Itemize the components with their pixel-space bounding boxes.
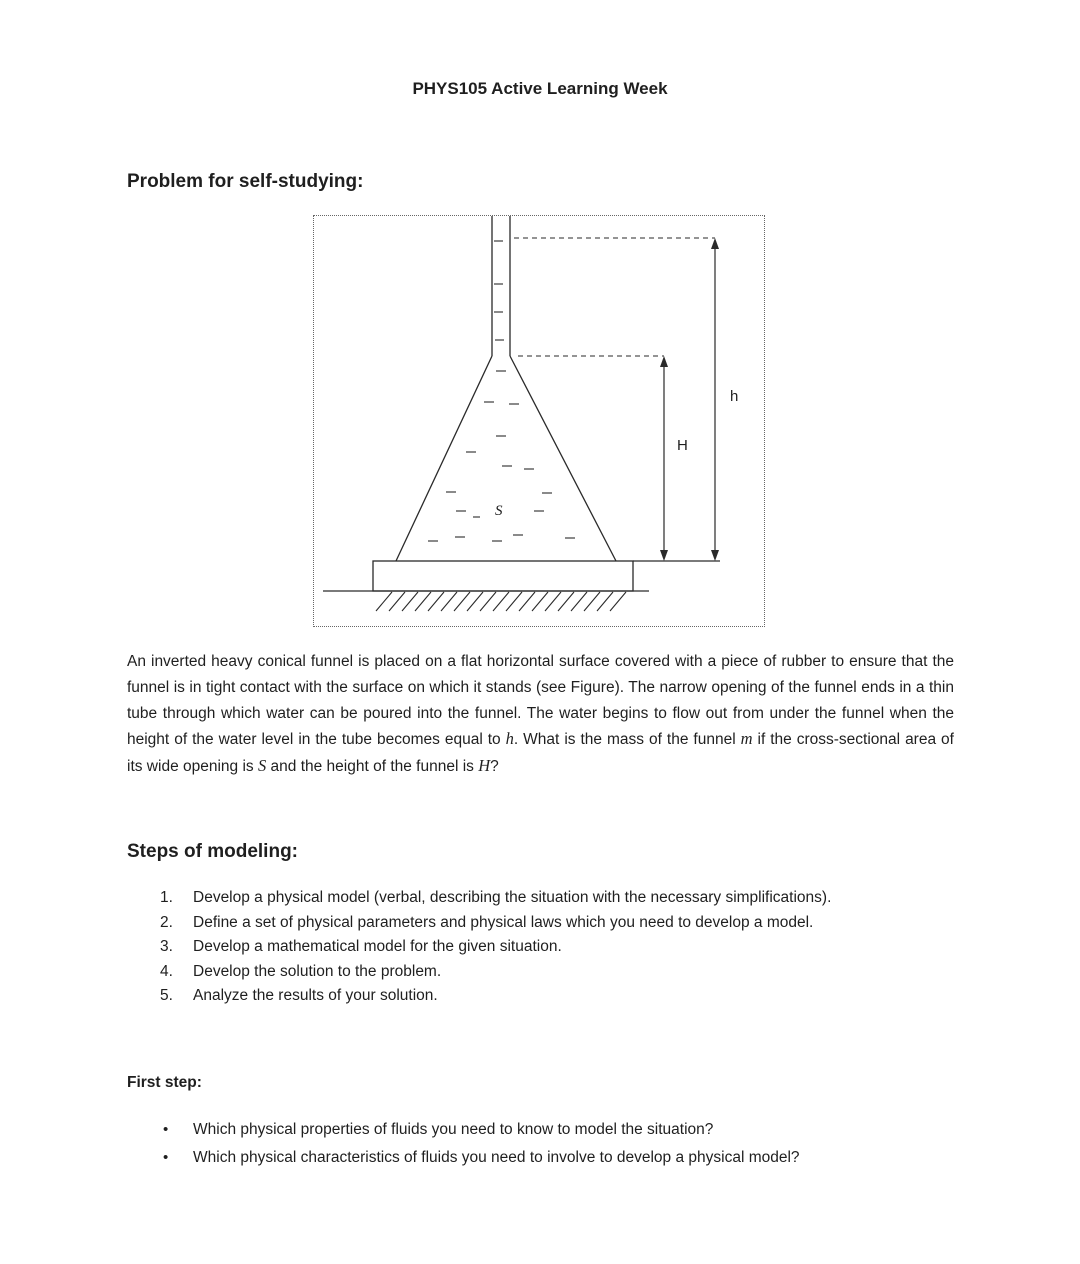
- list-text: Which physical characteristics of fluids you need to involve to develop a physical model?: [193, 1149, 800, 1166]
- variable-h: h: [505, 729, 514, 749]
- list-item: [163, 1144, 953, 1172]
- problem-text: [127, 649, 954, 780]
- list-number: 1.: [160, 889, 173, 906]
- problem-text-segment: ?: [490, 758, 499, 776]
- list-item: [160, 984, 960, 1009]
- dimension-arrow-h: [711, 238, 719, 561]
- problem-text-segment: if the cross-sectional area of its wide opening is: [127, 731, 954, 776]
- first-step-heading: First step:: [127, 1074, 202, 1091]
- funnel-cone: [396, 356, 616, 561]
- list-item: [160, 886, 960, 911]
- list-number: 4.: [160, 962, 173, 980]
- variable-H: H: [478, 756, 491, 776]
- list-number: 3.: [160, 938, 173, 956]
- problem-text-segment: and the height of the funnel is: [266, 758, 479, 776]
- list-item: [163, 1116, 953, 1144]
- list-text: Develop the solution to the problem.: [193, 962, 442, 980]
- problem-text-segment: . What is the mass of the funnel: [513, 731, 741, 749]
- variable-m: m: [740, 729, 753, 749]
- ground-hatching: [376, 592, 626, 611]
- figure-label-H: H: [677, 437, 688, 454]
- bullet-list: [163, 1116, 953, 1172]
- figure-drawing: [314, 216, 764, 626]
- figure-label-S: S: [495, 503, 503, 519]
- steps-heading: Steps of modeling:: [127, 841, 298, 862]
- variable-S: S: [257, 756, 267, 776]
- list-text: Which physical properties of fluids you need to know to model the situation?: [193, 1121, 714, 1138]
- list-text: Develop a mathematical model for the given situation.: [193, 938, 562, 956]
- list-text: Analyze the results of your solution.: [193, 987, 438, 1005]
- document-title: PHYS105 Active Learning Week: [412, 79, 668, 98]
- list-text: Develop a physical model (verbal, describing the situation with the necessary simplifications).: [193, 889, 832, 906]
- figure-label-h: h: [730, 388, 739, 405]
- bullet-icon: •: [163, 1121, 169, 1138]
- dashed-level-lines: [514, 238, 715, 356]
- water-marks: [428, 241, 575, 541]
- problem-text-segment: An inverted heavy conical funnel is placed on a flat horizontal surface covered with a piece of rubber to ensure that the funnel is in tight contact with the surface on which it stands (see Figure). The narrow opening of the funnel ends in a thin tube through which water can be poured into the funnel. The water begins to flow out from under the funnel when the height of the water level in the tube becomes equal to: [127, 653, 954, 749]
- steps-list: [160, 886, 960, 1009]
- bullet-icon: •: [163, 1149, 169, 1166]
- list-number: 5.: [160, 987, 173, 1005]
- funnel-figure: [313, 215, 765, 627]
- list-text: Define a set of physical parameters and physical laws which you need to develop a model.: [193, 913, 814, 931]
- problem-heading: Problem for self-studying:: [127, 171, 364, 192]
- list-item: [160, 911, 960, 936]
- dimension-arrow-H: [660, 356, 668, 561]
- list-number: 2.: [160, 913, 173, 931]
- funnel-tube: [492, 216, 510, 356]
- list-item: [160, 960, 960, 985]
- funnel-base: [373, 561, 633, 591]
- list-item: [160, 935, 960, 960]
